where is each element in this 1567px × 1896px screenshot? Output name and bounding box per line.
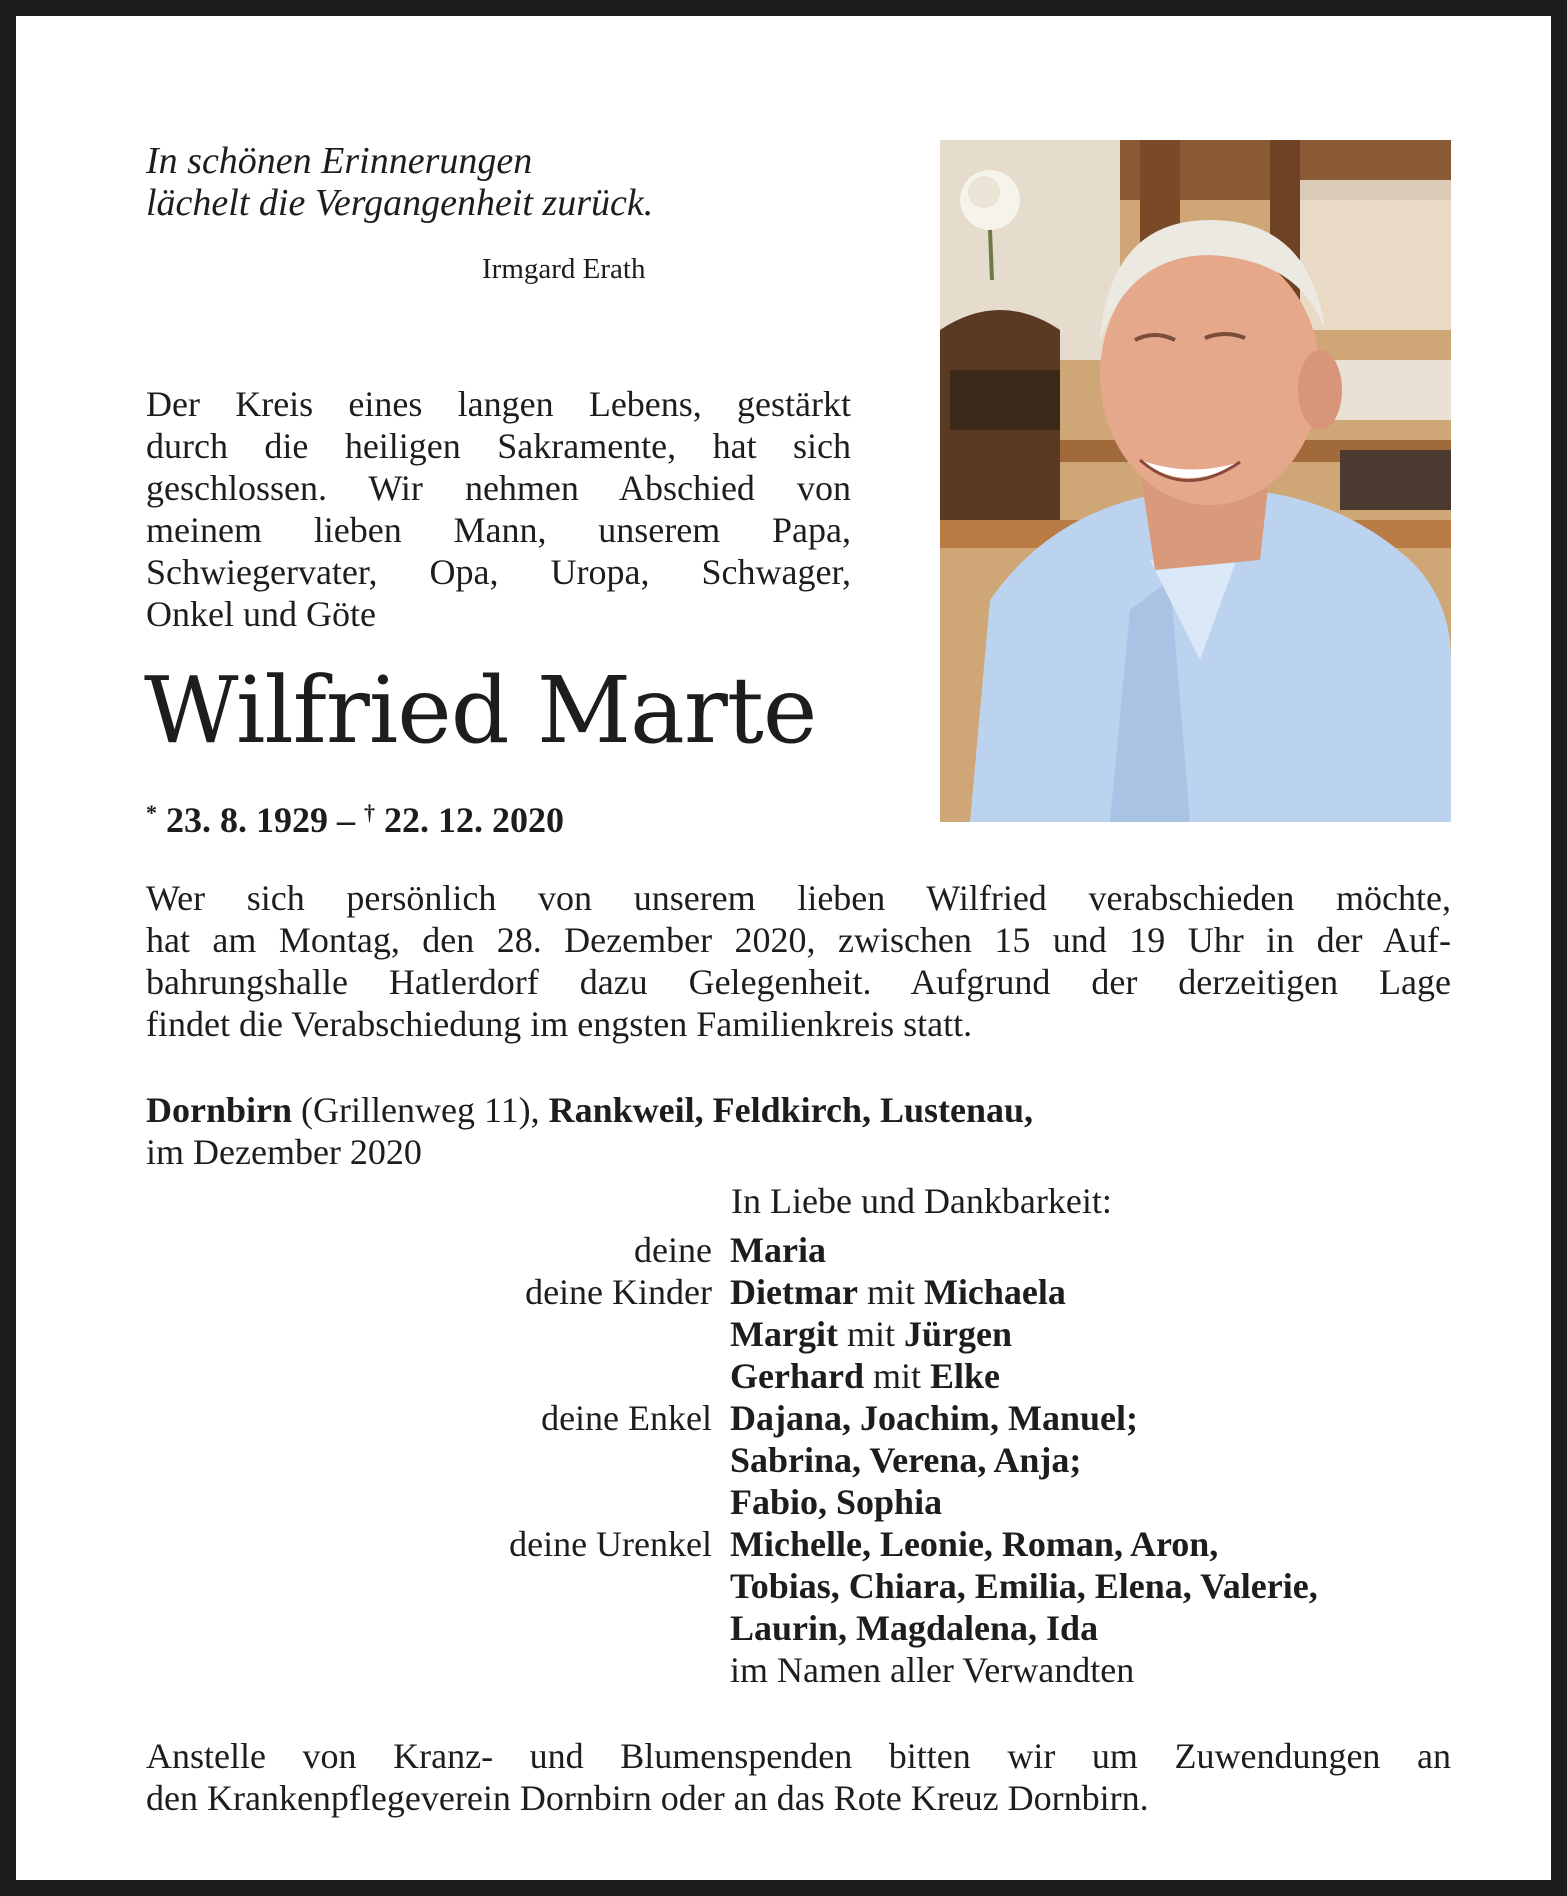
birth-symbol: * <box>146 800 157 825</box>
death-date: 22. 12. 2020 <box>384 800 564 840</box>
family-names-line: Tobias, Chiara, Emilia, Elena, Valerie, <box>730 1566 1318 1606</box>
family-name: Gerhard <box>730 1356 864 1396</box>
family-label: deine Kinder <box>525 1272 712 1312</box>
family-name: Elke <box>930 1356 1001 1396</box>
date-separator: – <box>337 800 355 840</box>
family-row-grandchildren <box>316 1481 1456 1523</box>
place-and-date <box>146 1089 1033 1173</box>
family-names-line: Laurin, Magdalena, Ida <box>730 1608 1099 1648</box>
intro-line: meinem lieben Mann, unserem Papa, <box>146 510 851 550</box>
family-row-wife <box>316 1229 1456 1271</box>
family-name: Jürgen <box>903 1314 1012 1354</box>
family-connector: mit <box>866 1272 915 1312</box>
family-name: Margit <box>730 1314 838 1354</box>
intro-paragraph <box>146 383 851 635</box>
family-names-line: Sabrina, Verena, Anja; <box>730 1440 1082 1480</box>
family-label: deine <box>634 1230 712 1270</box>
farewell-line: bahrungshalle Hatlerdorf dazu Gelegenheit. Aufgrund der derzeitigen Lage <box>146 962 1451 1002</box>
place-line <box>146 1089 1033 1131</box>
place-other: Rankweil, Feldkirch, Lustenau, <box>548 1090 1034 1130</box>
family-row-grandchildren <box>316 1397 1456 1439</box>
intro-line: durch die heiligen Sakramente, hat sich <box>146 426 851 466</box>
family-connector: mit <box>846 1314 895 1354</box>
family-row-greatgrandchildren <box>316 1607 1456 1649</box>
family-label: deine Enkel <box>541 1398 712 1438</box>
family-row-children <box>316 1355 1456 1397</box>
family-row-relatives <box>316 1649 1456 1691</box>
family-row-children <box>316 1271 1456 1313</box>
quote-author: Irmgard Erath <box>482 253 646 285</box>
farewell-line: hat am Montag, den 28. Dezember 2020, zwischen 15 und 19 Uhr in der Auf- <box>146 920 1451 960</box>
family-connector: mit <box>872 1356 921 1396</box>
family-names-line: Michelle, Leonie, Roman, Aron, <box>730 1524 1219 1564</box>
place-city: Dornbirn <box>146 1090 293 1130</box>
family-name: Dietmar <box>730 1272 858 1312</box>
closing-line: Anstelle von Kranz- und Blumenspenden bitten wir um Zuwendungen an <box>146 1736 1451 1776</box>
family-names-line: Dajana, Joachim, Manuel; <box>730 1398 1138 1438</box>
deceased-name: Wilfried Marte <box>144 657 817 764</box>
family-names-line: Fabio, Sophia <box>730 1482 943 1522</box>
family-row-greatgrandchildren <box>316 1565 1456 1607</box>
family-row-children <box>316 1313 1456 1355</box>
life-dates <box>146 792 564 841</box>
family-name: Maria <box>730 1230 826 1270</box>
closing-paragraph <box>146 1735 1451 1819</box>
quote-line-1: In schönen Erinnerungen <box>146 140 533 182</box>
farewell-line: findet die Verabschiedung im engsten Familienkreis statt. <box>146 1004 973 1044</box>
portrait-illustration <box>940 140 1451 822</box>
place-address: (Grillenweg 11), <box>301 1090 540 1130</box>
farewell-paragraph <box>146 877 1451 1045</box>
memorial-quote <box>146 140 746 224</box>
place-date: im Dezember 2020 <box>146 1132 422 1172</box>
farewell-line: Wer sich persönlich von unserem lieben Wilfried verabschieden möchte, <box>146 878 1451 918</box>
closing-line: den Krankenpflegeverein Dornbirn oder an das Rote Kreuz Dornbirn. <box>146 1778 1149 1818</box>
intro-line: Onkel und Göte <box>146 594 376 634</box>
intro-line: Schwiegervater, Opa, Uropa, Schwager, <box>146 552 851 592</box>
family-row-greatgrandchildren <box>316 1523 1456 1565</box>
birth-date: 23. 8. 1929 <box>166 800 328 840</box>
family-label: deine Urenkel <box>509 1524 712 1564</box>
quote-line-2: lächelt die Vergangenheit zurück. <box>146 182 654 224</box>
portrait-photo <box>940 140 1451 822</box>
family-list <box>316 1229 1456 1691</box>
intro-line: Der Kreis eines langen Lebens, gestärkt <box>146 384 851 424</box>
family-row-grandchildren <box>316 1439 1456 1481</box>
death-symbol: † <box>364 800 375 825</box>
intro-line: geschlossen. Wir nehmen Abschied von <box>146 468 851 508</box>
family-name: Michaela <box>923 1272 1066 1312</box>
relatives-line: im Namen aller Verwandten <box>730 1650 1135 1690</box>
signoff: In Liebe und Dankbarkeit: <box>731 1181 1112 1221</box>
